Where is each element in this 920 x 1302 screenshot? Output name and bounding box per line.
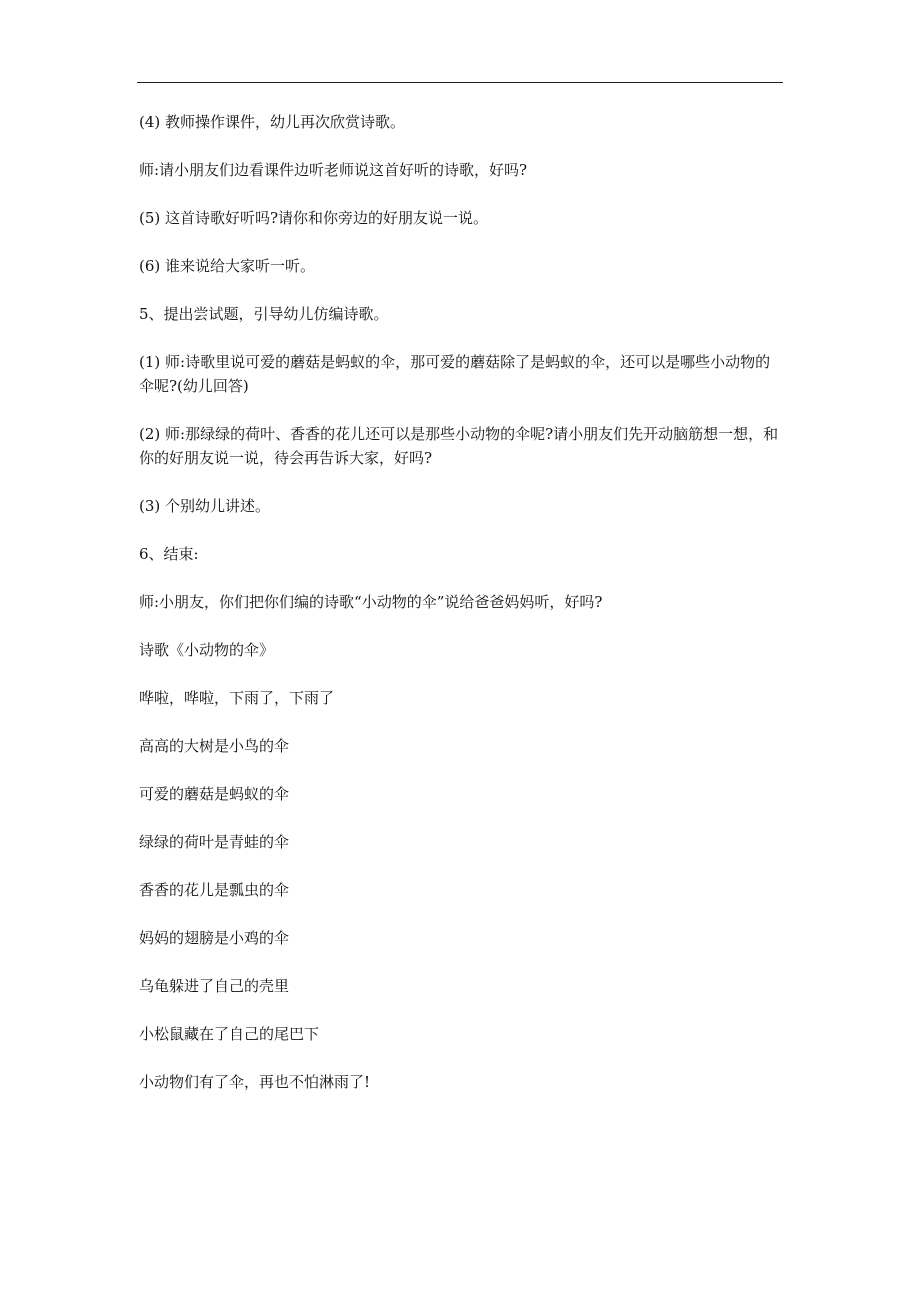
paragraph-teacher-prompt-1: 师:请小朋友们边看课件边听老师说这首好听的诗歌，好吗? <box>139 161 528 179</box>
poem-line-1: 哗啦，哗啦，下雨了，下雨了 <box>139 689 335 707</box>
poem-line-6: 妈妈的翅膀是小鸡的伞 <box>139 929 290 947</box>
poem-title: 诗歌《小动物的伞》 <box>139 641 275 659</box>
paragraph-step-5-1: (1) 师:诗歌里说可爱的蘑菇是蚂蚁的伞，那可爱的蘑菇除了是蚂蚁的伞，还可以是哪些小动物的伞呢?(幼儿回答) <box>139 353 771 395</box>
paragraph-step-5-3: (3) 个别幼儿讲述。 <box>139 497 271 515</box>
paragraph-section-5: 5、提出尝试题，引导幼儿仿编诗歌。 <box>139 305 389 323</box>
paragraph-section-6: 6、结束: <box>139 545 199 563</box>
poem-line-3: 可爱的蘑菇是蚂蚁的伞 <box>139 785 290 803</box>
poem-line-2: 高高的大树是小鸟的伞 <box>139 737 290 755</box>
poem-line-4: 绿绿的荷叶是青蛙的伞 <box>139 833 290 851</box>
paragraph-step-4-5: (5) 这首诗歌好听吗?请你和你旁边的好朋友说一说。 <box>139 209 489 227</box>
header-rule <box>137 82 783 83</box>
paragraph-step-4-6: (6) 谁来说给大家听一听。 <box>139 257 316 275</box>
document-body <box>139 110 779 1118</box>
poem-line-8: 小松鼠藏在了自己的尾巴下 <box>139 1025 320 1043</box>
poem-line-9: 小动物们有了伞，再也不怕淋雨了! <box>139 1073 371 1091</box>
paragraph-step-5-2: (2) 师:那绿绿的荷叶、香香的花儿还可以是那些小动物的伞呢?请小朋友们先开动脑筋想一想，和你的好朋友说一说，待会再告诉大家，好吗? <box>139 425 779 467</box>
poem-line-7: 乌龟躲进了自己的壳里 <box>139 977 290 995</box>
poem-line-5: 香香的花儿是瓢虫的伞 <box>139 881 290 899</box>
paragraph-step-4-4: (4) 教师操作课件，幼儿再次欣赏诗歌。 <box>139 113 406 131</box>
paragraph-teacher-prompt-2: 师:小朋友，你们把你们编的诗歌“小动物的伞”说给爸爸妈妈听，好吗? <box>139 593 603 611</box>
